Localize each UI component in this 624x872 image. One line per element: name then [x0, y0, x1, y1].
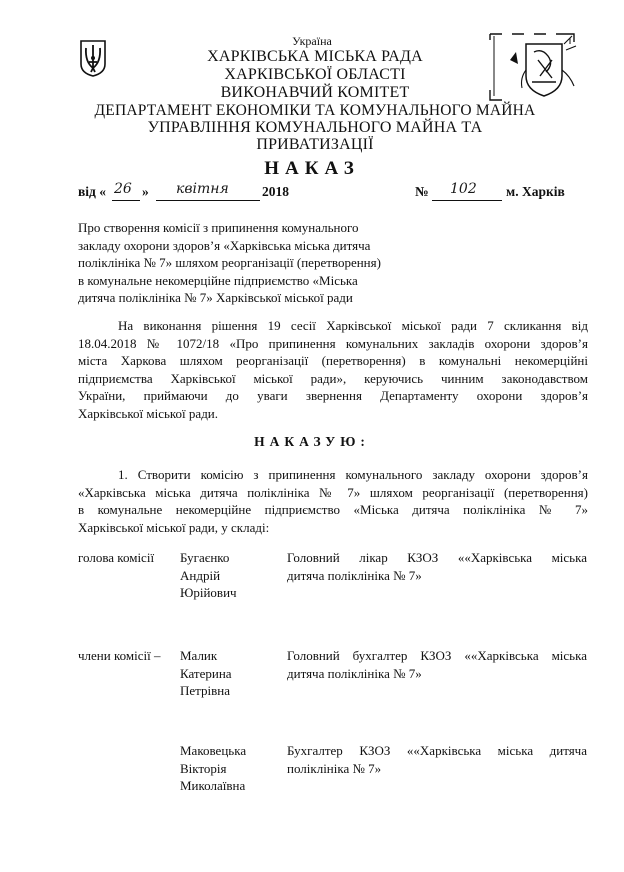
order-number-label: № [415, 184, 429, 199]
subject-line: закладу охорони здоров’я «Харківська міська дитяча [78, 237, 371, 253]
position-line: Головний бухгалтер КЗОЗ ««Харківська міська [287, 648, 587, 663]
preamble-paragraph [78, 317, 588, 422]
subject-line: дитяча поліклініка № 7» Харківської міської ради [78, 290, 353, 305]
item-1-line: Харківської міської ради, у складі: [78, 519, 270, 535]
member-surname: Малик [180, 648, 218, 663]
date-day-handwritten: 26 [114, 181, 132, 197]
item-1-line: «Харківська міська дитяча поліклініка № 7» шляхом реорганізації (перетворення) [78, 484, 588, 500]
header-line: ХАРКІВСЬКА МІСЬКА РАДА [207, 48, 423, 65]
commission-role: голова комісії [78, 550, 155, 565]
order-heading: НАКАЗУЮ: [254, 434, 370, 449]
order-subject [78, 219, 418, 307]
commission-member-name [180, 742, 280, 795]
position-line: дитяча поліклініка № 7» [287, 567, 422, 583]
date-month-handwritten: квітня [176, 181, 229, 197]
subject-line: в комунальне некомерційне підприємство «Міська [78, 272, 358, 288]
subject-line: поліклініка № 7» шляхом реорганізації (перетворення) [78, 255, 381, 270]
date-month-underline [156, 200, 260, 201]
date-year: 2018 [262, 184, 289, 199]
order-city: м. Харків [506, 184, 565, 199]
commission-role: члени комісії – [78, 648, 161, 663]
subject-line: Про створення комісії з припинення комунального [78, 220, 359, 235]
member-patronymic: Миколаївна [180, 778, 246, 793]
preamble-line: підприємства Харківської міської ради», керуючись чинним законодавством [78, 370, 588, 386]
document-title: НАКАЗ [264, 158, 360, 179]
item-1-line: 1. Створити комісію з припинення комунального закладу охорони здоров’я [118, 467, 588, 482]
member-first-name: Андрій [180, 567, 221, 583]
position-line: Бухгалтер КЗОЗ ««Харківська міська дитяча [287, 743, 587, 758]
date-closing-quote: » [142, 184, 149, 199]
order-number-underline [432, 200, 502, 201]
preamble-line: України, приймаючи до уваги звернення Департаменту охорони здоров’я [78, 388, 588, 403]
position-line: поліклініка № 7» [287, 760, 382, 776]
member-patronymic: Петрівна [180, 683, 230, 698]
date-number-row [78, 181, 574, 204]
header-country: Україна [292, 34, 332, 48]
commission-member-position [287, 549, 587, 584]
commission-member-name [180, 549, 280, 602]
header-line: УПРАВЛІННЯ КОМУНАЛЬНОГО МАЙНА ТА [147, 119, 483, 136]
member-surname: Маковецька [180, 743, 247, 758]
commission-member-name [180, 647, 280, 700]
position-line: Головний лікар КЗОЗ ««Харківська міська [287, 550, 587, 565]
header-line: ДЕПАРТАМЕНТ ЕКОНОМІКИ ТА КОМУНАЛЬНОГО МАЙНА [94, 102, 536, 119]
header-line: ПРИВАТИЗАЦІЇ [256, 136, 374, 153]
commission-member-position [287, 742, 587, 777]
member-first-name: Вікторія [180, 760, 227, 776]
member-surname: Бугаєнко [180, 550, 230, 565]
member-first-name: Катерина [180, 665, 232, 681]
preamble-line: На виконання рішення 19 сесії Харківської міської ради 7 скликання від [118, 318, 588, 333]
position-line: дитяча поліклініка № 7» [287, 665, 422, 681]
header-line: ВИКОНАВЧИЙ КОМІТЕТ [220, 84, 410, 101]
preamble-line: Харківської міської ради. [78, 405, 219, 421]
date-prefix: від « [78, 184, 106, 199]
order-number-handwritten: 102 [450, 181, 477, 197]
preamble-line: міста Харкова шляхом реорганізації (перетворення) в комунальні некомерційні [78, 353, 588, 368]
commission-member-position [287, 647, 587, 682]
preamble-line: 18.04.2018 № 1072/18 «Про припинення комунальних закладів охорони здоров’я [78, 335, 588, 351]
item-1-paragraph [78, 466, 588, 536]
header-line: ХАРКІВСЬКОЇ ОБЛАСТІ [224, 66, 406, 83]
item-1-line: в комунальне некомерційне підприємство «Міська дитяча поліклініка № 7» [78, 502, 588, 517]
date-day-underline [112, 200, 140, 201]
member-patronymic: Юрійович [180, 585, 237, 600]
